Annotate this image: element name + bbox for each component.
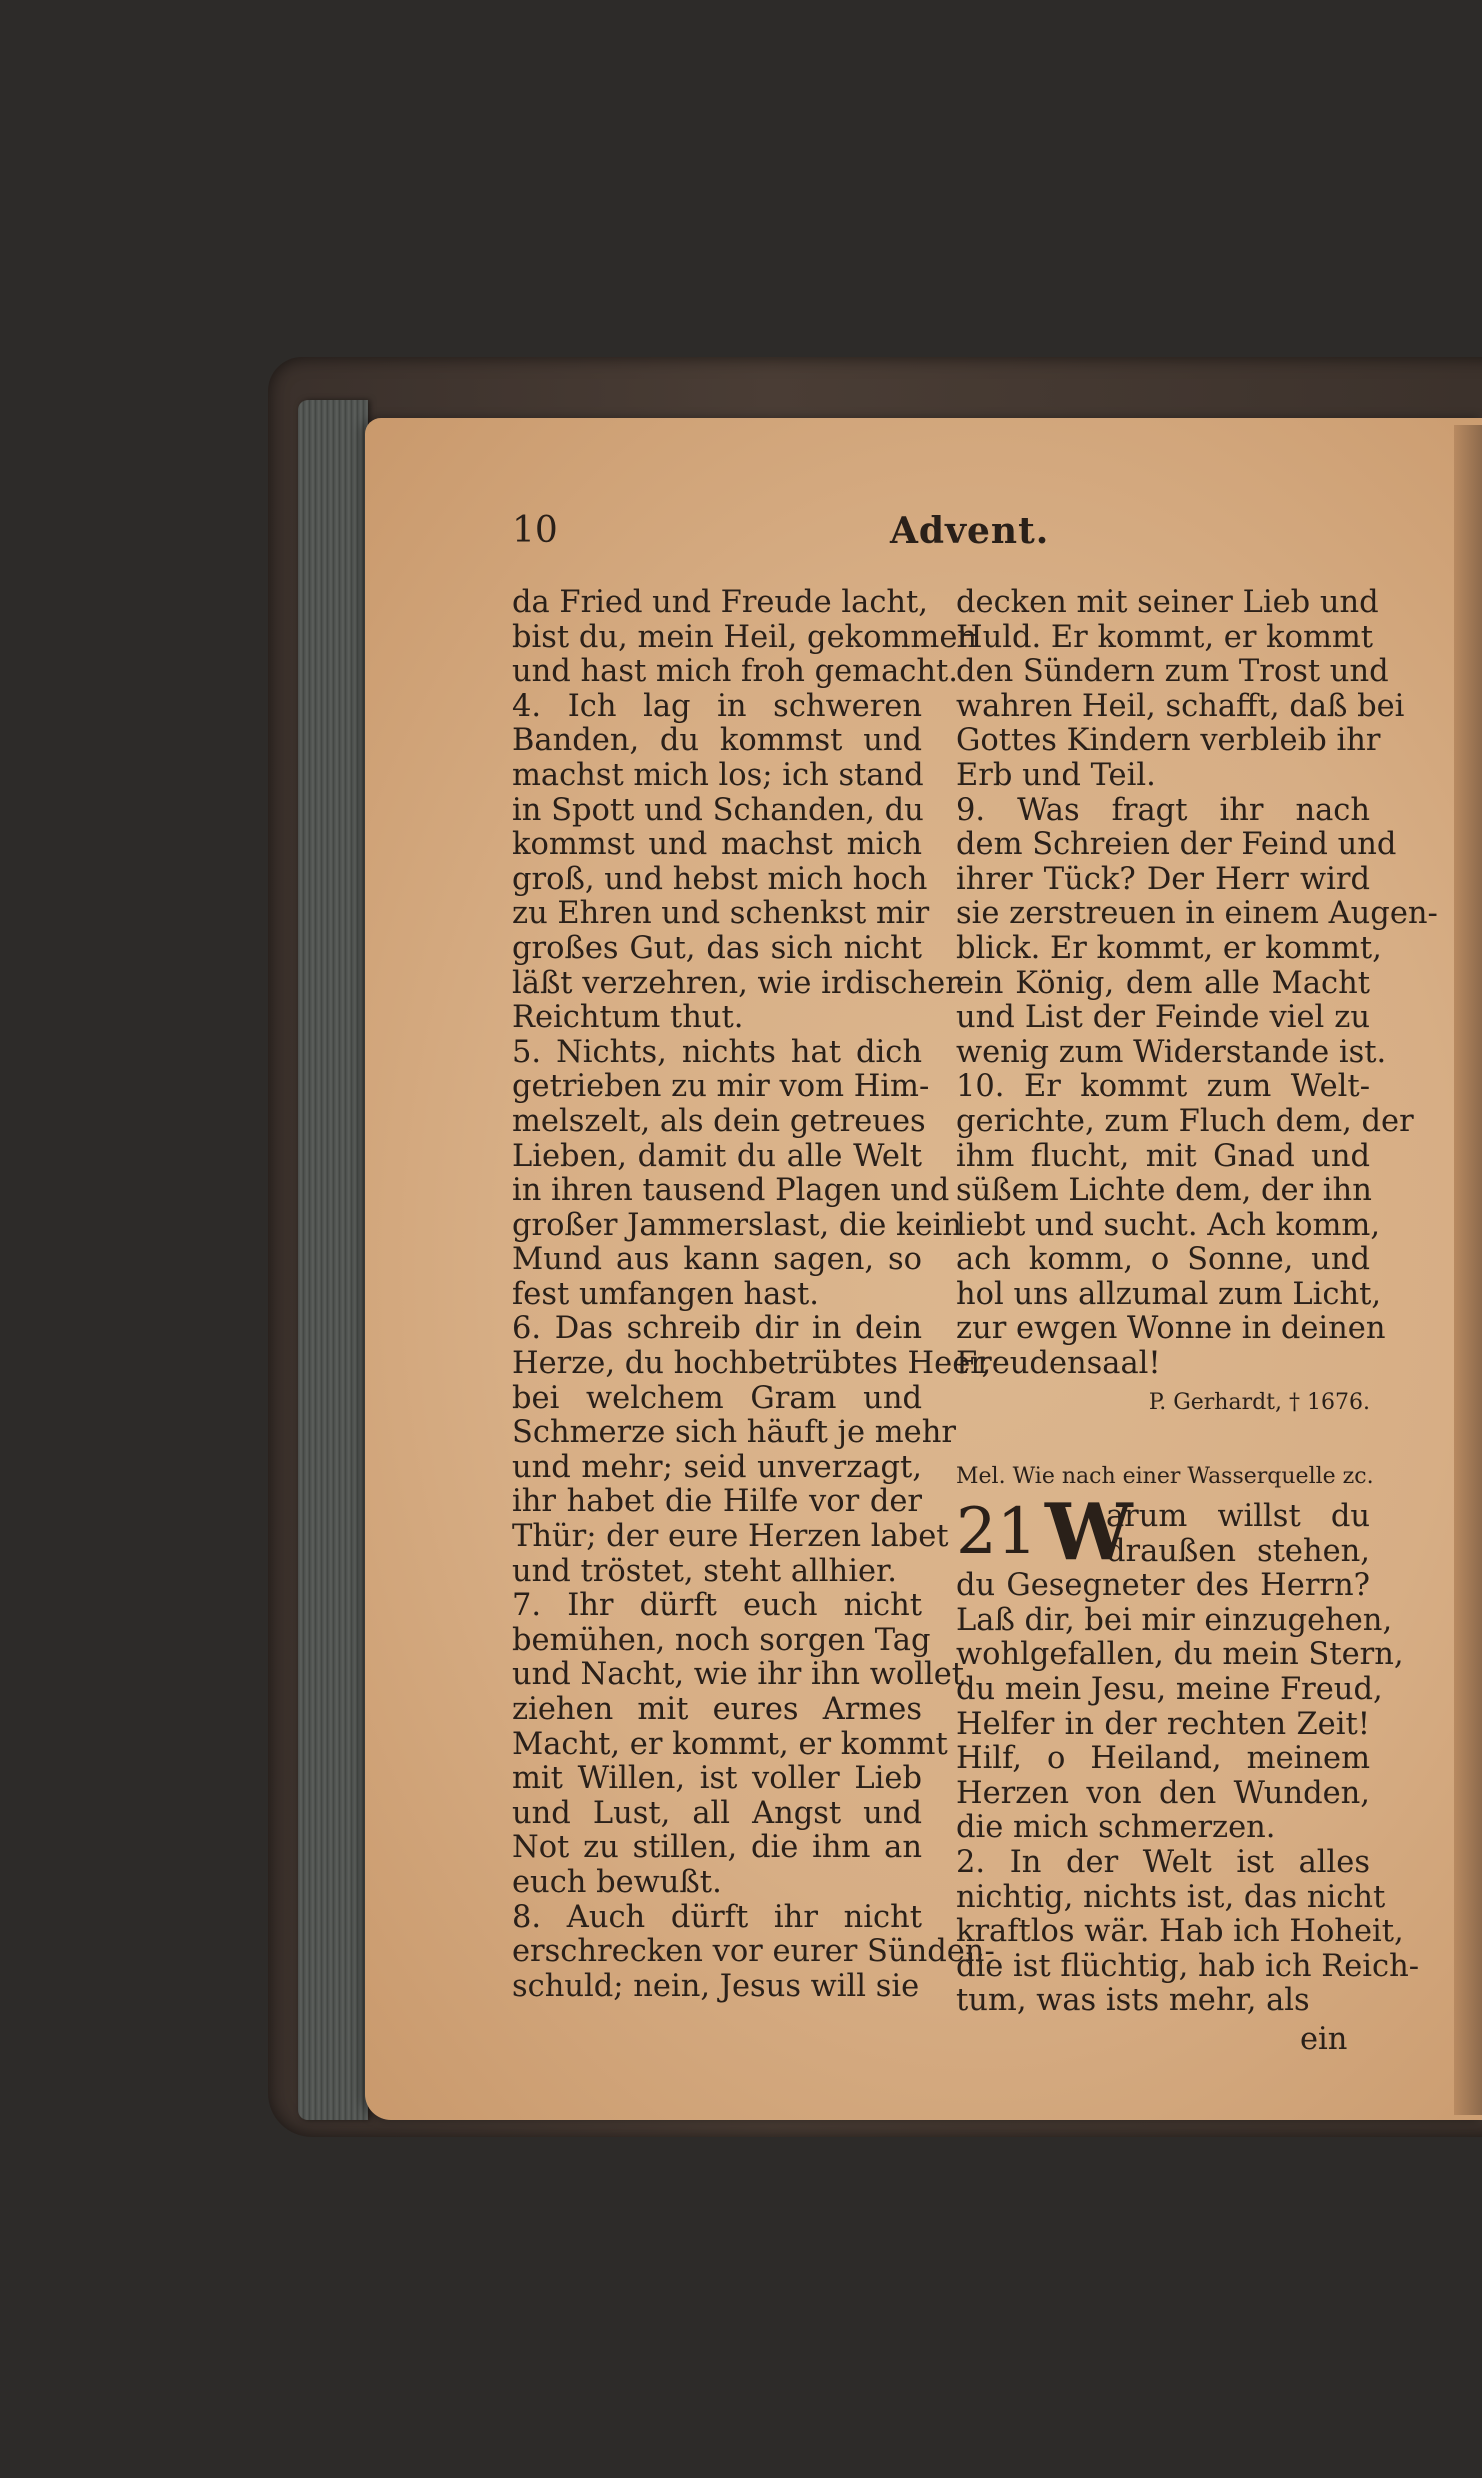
text-line: erschrecken vor eurer Sünden- (512, 1934, 995, 1970)
text-line: ihm flucht, mit Gnad und (956, 1138, 1370, 1174)
page-number: 10 (512, 510, 558, 551)
text-line: Herzen von den Wunden, (956, 1775, 1370, 1811)
text-line: blick. Er kommt, er kommt, (956, 930, 1382, 966)
text-line: süßem Lichte dem, der ihn (956, 1173, 1372, 1209)
text-line: 5. Nichts, nichts hat dich (512, 1034, 922, 1070)
text-line: 4. Ich lag in schweren (512, 688, 922, 724)
text-line: 8. Auch dürft ihr nicht (512, 1899, 922, 1935)
text-line: zur ewgen Wonne in deinen (956, 1311, 1386, 1347)
text-line: Banden, du kommst und (512, 723, 922, 759)
text-line: Not zu stillen, die ihm an (512, 1830, 922, 1866)
hymn-attribution: P. Gerhardt, † 1676. (1148, 1390, 1370, 1415)
running-head: Advent. (890, 510, 1050, 552)
text-line: großer Jammerslast, die kein (512, 1207, 962, 1243)
text-line: in Spott und Schanden, du (512, 792, 924, 828)
catchword: ein (1300, 2022, 1348, 2057)
text-line: dem Schreien der Feind und (956, 827, 1397, 863)
hymn-dropcap: W (1045, 1487, 1133, 1578)
page-edge (1454, 425, 1482, 2115)
text-line: schuld; nein, Jesus will sie (512, 1968, 920, 2004)
text-line: kommst und machst mich (512, 827, 922, 863)
hymn-number: 21 (956, 1495, 1038, 1569)
text-line: Herze, du hochbetrübtes Heer, (512, 1346, 992, 1382)
text-line: den Sündern zum Trost und (956, 654, 1389, 690)
text-line: melszelt, als dein getreues (512, 1103, 926, 1139)
text-line: liebt und sucht. Ach komm, (956, 1207, 1381, 1243)
text-line: ein König, dem alle Macht (956, 965, 1370, 1001)
text-line: und Nacht, wie ihr ihn wollet (512, 1657, 965, 1693)
text-line: Freudensaal! (956, 1346, 1161, 1382)
text-line: groß, und hebst mich hoch (512, 861, 928, 897)
text-line: wenig zum Widerstande ist. (956, 1034, 1387, 1070)
text-line: ach komm, o Sonne, und (956, 1242, 1370, 1278)
left-column (512, 585, 995, 2004)
right-column (956, 585, 1438, 1382)
text-line: mit Willen, ist voller Lieb (512, 1761, 922, 1797)
text-line: Erb und Teil. (956, 757, 1156, 793)
hymn-text (956, 1495, 1420, 2019)
text-line: Gottes Kindern verbleib ihr (956, 723, 1381, 759)
text-line: bei welchem Gram und (512, 1380, 922, 1416)
text-line: 9. Was fragt ihr nach (956, 792, 1370, 828)
text-line: kraftlos wär. Hab ich Hoheit, (956, 1914, 1404, 1950)
text-line: wohlgefallen, du mein Stern, (956, 1637, 1404, 1673)
text-line: Macht, er kommt, er kommt (512, 1726, 948, 1762)
text-line: du mein Jesu, meine Freud, (956, 1671, 1383, 1707)
text-line: und tröstet, steht allhier. (512, 1553, 897, 1589)
text-line: und List der Feinde viel zu (956, 1000, 1370, 1036)
text-line: sie zerstreuen in einem Augen- (956, 896, 1438, 932)
text-line: tum, was ists mehr, als (956, 1983, 1310, 2019)
text-line: läßt verzehren, wie irdischer (512, 965, 960, 1001)
text-line: 6. Das schreib dir in dein (512, 1311, 922, 1347)
text-line: Lieben, damit du alle Welt (512, 1138, 922, 1174)
text-line: gerichte, zum Fluch dem, der (956, 1103, 1414, 1139)
text-line: 7. Ihr dürft euch nicht (512, 1588, 922, 1624)
text-line: ziehen mit eures Armes (512, 1692, 922, 1727)
text-line: decken mit seiner Lieb und (956, 585, 1379, 620)
text-line: großes Gut, das sich nicht (512, 930, 922, 966)
text-line: hol uns allzumal zum Licht, (956, 1276, 1382, 1312)
text-line: in ihren tausend Plagen und (512, 1173, 950, 1209)
text-line: machst mich los; ich stand (512, 757, 924, 793)
text-line: die ist flüchtig, hab ich Reich- (956, 1948, 1420, 1984)
text-line: ihr habet die Hilfe vor der (512, 1484, 922, 1520)
text-line: und Lust, all Angst und (512, 1795, 922, 1831)
text-line: 2. In der Welt ist alles (956, 1844, 1370, 1880)
book-spine (298, 400, 368, 2120)
text-line: getrieben zu mir vom Him- (512, 1069, 930, 1105)
text-line: Laß dir, bei mir einzugehen, (956, 1602, 1393, 1638)
text-line: fest umfangen hast. (512, 1276, 819, 1312)
page-header (512, 510, 1050, 570)
text-line: euch bewußt. (512, 1864, 722, 1900)
text-line: bist du, mein Heil, gekommen (512, 619, 978, 655)
text-line: 10. Er kommt zum Welt- (956, 1069, 1370, 1105)
text-line: nichtig, nichts ist, das nicht (956, 1879, 1386, 1915)
text-line: Huld. Er kommt, er kommt (956, 619, 1374, 655)
text-line: draußen stehen, (1106, 1533, 1370, 1569)
text-line: Mund aus kann sagen, so (512, 1242, 922, 1278)
melody-note: Mel. Wie nach einer Wasserquelle zc. (956, 1464, 1374, 1489)
text-line: Thür; der eure Herzen labet (512, 1519, 949, 1555)
text-line: die mich schmerzen. (956, 1810, 1276, 1846)
text-line: bemühen, noch sorgen Tag (512, 1622, 931, 1658)
text-line: du Gesegneter des Herrn? (956, 1568, 1370, 1604)
text-line: und mehr; seid unverzagt, (512, 1449, 922, 1485)
text-line: Hilf, o Heiland, meinem (956, 1741, 1370, 1777)
text-line: zu Ehren und schenkst mir (512, 896, 930, 932)
text-line: Reichtum thut. (512, 1000, 744, 1036)
text-line: und hast mich froh gemacht. (512, 654, 958, 690)
text-line: Helfer in der rechten Zeit! (956, 1706, 1370, 1742)
text-line: da Fried und Freude lacht, (512, 585, 928, 620)
text-line: ihrer Tück? Der Herr wird (956, 861, 1370, 897)
text-line: arum willst du (1106, 1499, 1370, 1534)
text-line: wahren Heil, schafft, daß bei (956, 688, 1405, 724)
text-line: Schmerze sich häuft je mehr (512, 1415, 956, 1451)
